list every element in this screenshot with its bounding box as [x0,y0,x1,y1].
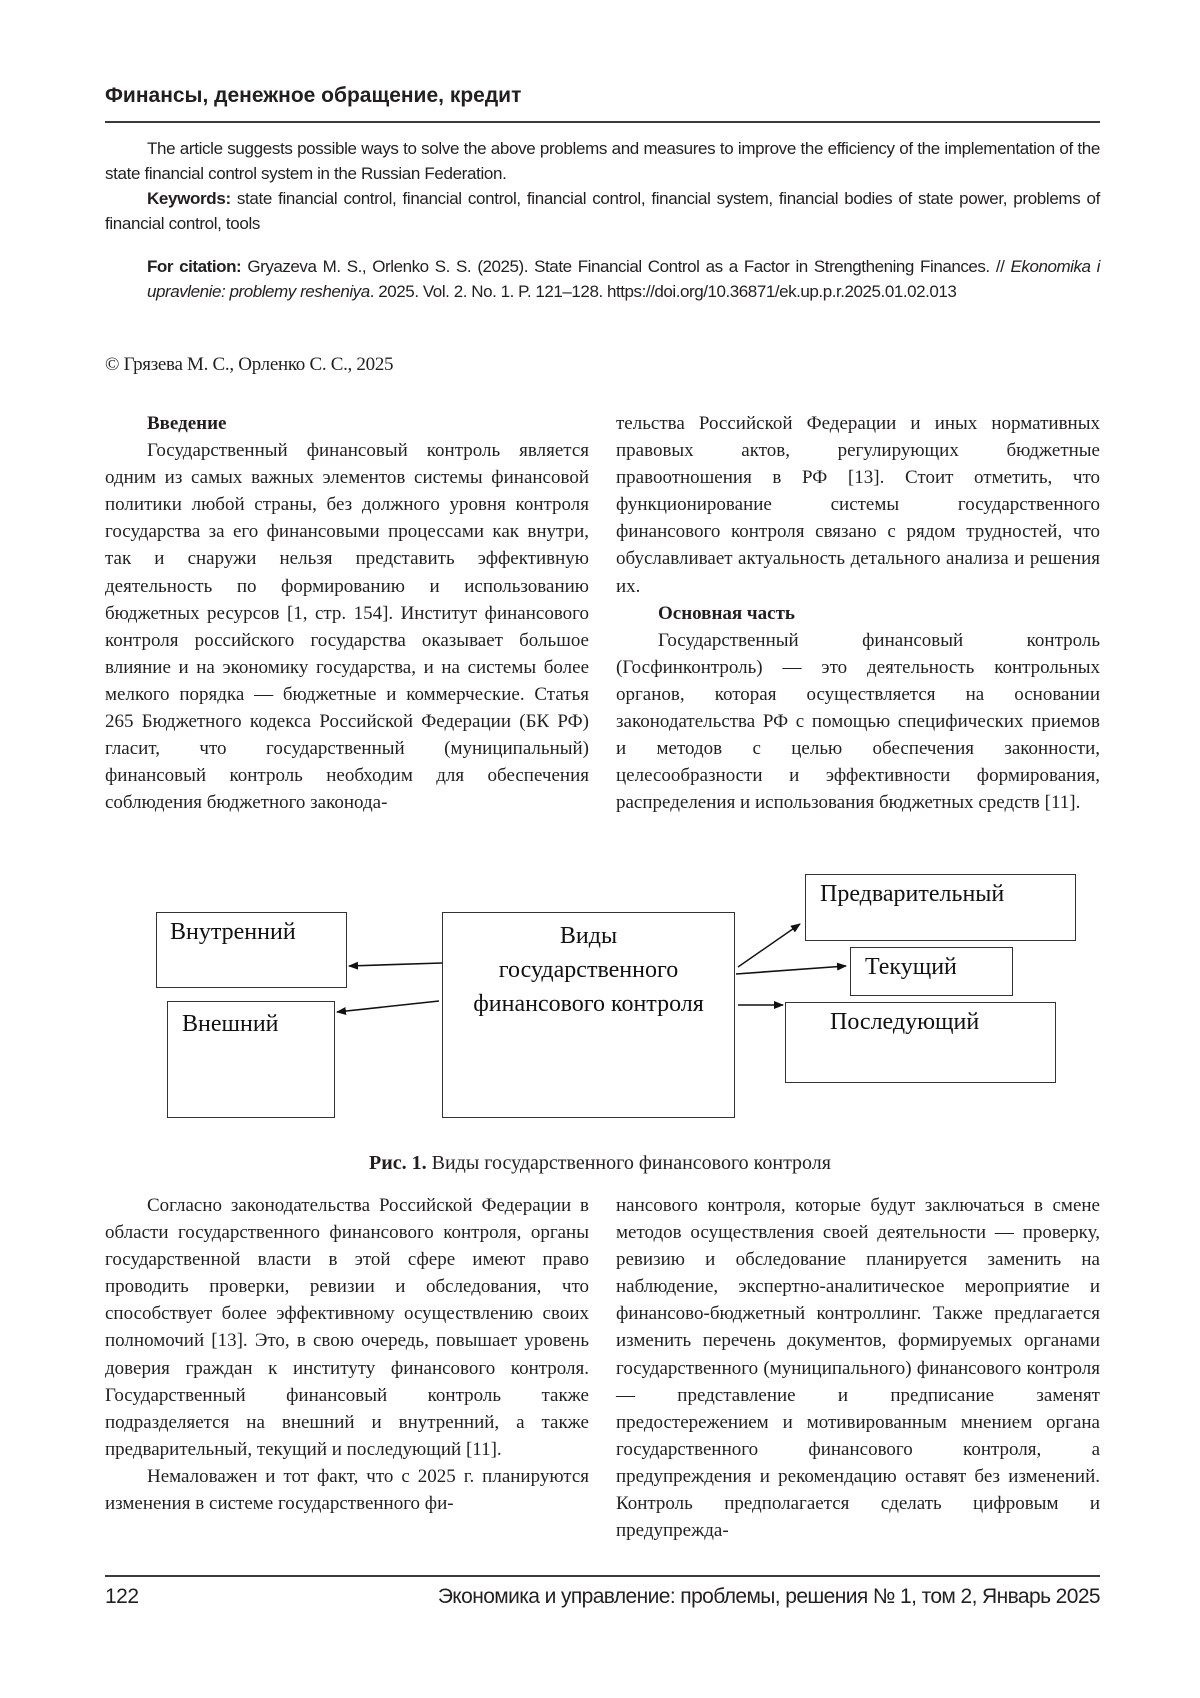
figure-caption [0,1152,1200,1175]
box-subsequent-label: Последующий [830,1009,980,1035]
keywords [105,186,1100,236]
paragraph-continuation: нансового контроля, которые будут заключаться в смене методов осуществления своей деятельности — проверку, ревизию и обследование планируется заменить на наблюдение, экспертно-аналитическое мероприятие и финансово-бюджетный контроллинг. Также предлагается изменить перечень документов, формируемых органами государственного (муниципального) финансового контроля — представление и предписание заменят предостережением и мотивированным мнением органа государственного финансового контроля, а предупреждения и рекомендацию оставят без изменений. Контроль предполагается сделать цифровым и предупрежда- [616,1195,1100,1542]
citation-label: For citation: [147,257,242,276]
caption-label: Рис. 1. [369,1152,427,1174]
citation-details[interactable]: . 2025. Vol. 2. No. 1. P. 121–128. https://doi.org/10.36871/ek.up.p.r.2025.01.02.013 [369,282,957,301]
box-center [442,912,735,1118]
paragraph: Государственный финансовый контроль (Госфинконтроль) — это деятельность контрольных органов, которая осуществляется на основании законодательства РФ с помощью специфических приемов и методов с целью обеспечения законности, целесообразности и эффективности формирования, распределения и использования бюджетных средств [11]. [616,629,1100,814]
footer-rule [105,1575,1100,1577]
section-title: Финансы, денежное обращение, кредит [105,84,522,107]
column-right-bottom [616,1192,1100,1544]
box-internal-label: Внутренний [170,919,296,945]
box-preliminary-label: Предварительный [820,881,1005,907]
caption-text: Виды государственного финансового контроля [426,1152,831,1174]
arrow-to-preliminary [738,924,800,967]
box-external-label: Внешний [182,1011,279,1037]
paragraph: Немаловажен и тот факт, что с 2025 г. планируются изменения в системе государственного фи- [105,1465,589,1515]
keywords-list: state financial control, financial control, financial control, financial system, financial bodies of state power, problems of financial control, tools [105,189,1100,233]
box-preliminary [805,874,1076,941]
copyright-line: © Грязева М. С., Орленко С. С., 2025 [105,354,394,375]
box-subsequent [785,1002,1056,1083]
journal-footer: Экономика и управление: проблемы, решения № 1, том 2, Январь 2025 [437,1585,1100,1608]
heading-main-part: Основная часть [658,602,795,624]
keywords-label: Keywords: [147,189,231,208]
paragraph: Согласно законодательства Российской Федерации в области государственного финансового контроля, органы государственной власти в этой сфере имеют право проводить проверки, ревизии и обследования, что способствует более эффективному осуществлению своих полномочий [13]. Это, в свою очередь, повышает уровень доверия граждан к институту финансового контроля. Государственный финансовый контроль также подразделяется на внешний и внутренний, а также предварительный, текущий и последующий [11]. [105,1195,589,1460]
page-number: 122 [105,1585,139,1608]
abstract-text: The article suggests possible ways to solve the above problems and measures to improve the efficiency of the implementation of the state financial control system in the Russian Federation. [105,139,1100,183]
heading-introduction: Введение [147,413,227,434]
column-left-top [105,410,589,816]
column-left-bottom [105,1192,589,1517]
citation-journal: Ekonomika i upravlenie: problemy resheniya [147,257,1100,301]
paragraph: Государственный финансовый контроль является одним из самых важных элементов системы финансовой политики любой страны, без должного уровня контроля государства за его финансовыми процессами как внутри, так и снаружи нельзя представить эффективную деятельность по формированию и использованию бюджетных ресурсов [1, стр. 154]. Институт финансового контроля российского государства оказывает большое влияние и на экономику государства, и на системы более мелкого порядка — бюджетные и коммерческие. Статья 265 Бюджетного кодекса Российской Федерации (БК РФ) гласит, что государственный (муниципальный) финансовый контроль необходим для обеспечения соблюдения бюджетного законода- [105,440,589,814]
box-external [167,1001,335,1118]
paragraph-continuation: тельства Российской Федерации и иных нормативных правовых актов, регулирующих бюджетные правоотношения в РФ [13]. Стоит отметить, что функционирование системы государственного финансового контроля связано с рядом трудностей, что обуславливает актуальность детального анализа и решения их. [616,413,1100,597]
citation-authors: Gryazeva M. S., Orlenko S. S. (2025). State Financial Control as a Factor in Strengthening Finances. // [241,257,1011,276]
header-rule [105,121,1100,123]
column-right-top [616,410,1100,816]
box-internal [156,912,347,988]
arrow-to-current [736,966,846,974]
citation-block [147,254,1100,304]
box-current-label: Текущий [865,954,957,980]
figure-diagram [0,860,1200,1130]
arrow-to-external [337,1001,439,1012]
box-center-label: Виды государственного финансового контроля [473,923,704,1017]
box-current [850,947,1013,996]
arrow-to-internal [349,963,442,966]
abstract-block [105,136,1100,236]
